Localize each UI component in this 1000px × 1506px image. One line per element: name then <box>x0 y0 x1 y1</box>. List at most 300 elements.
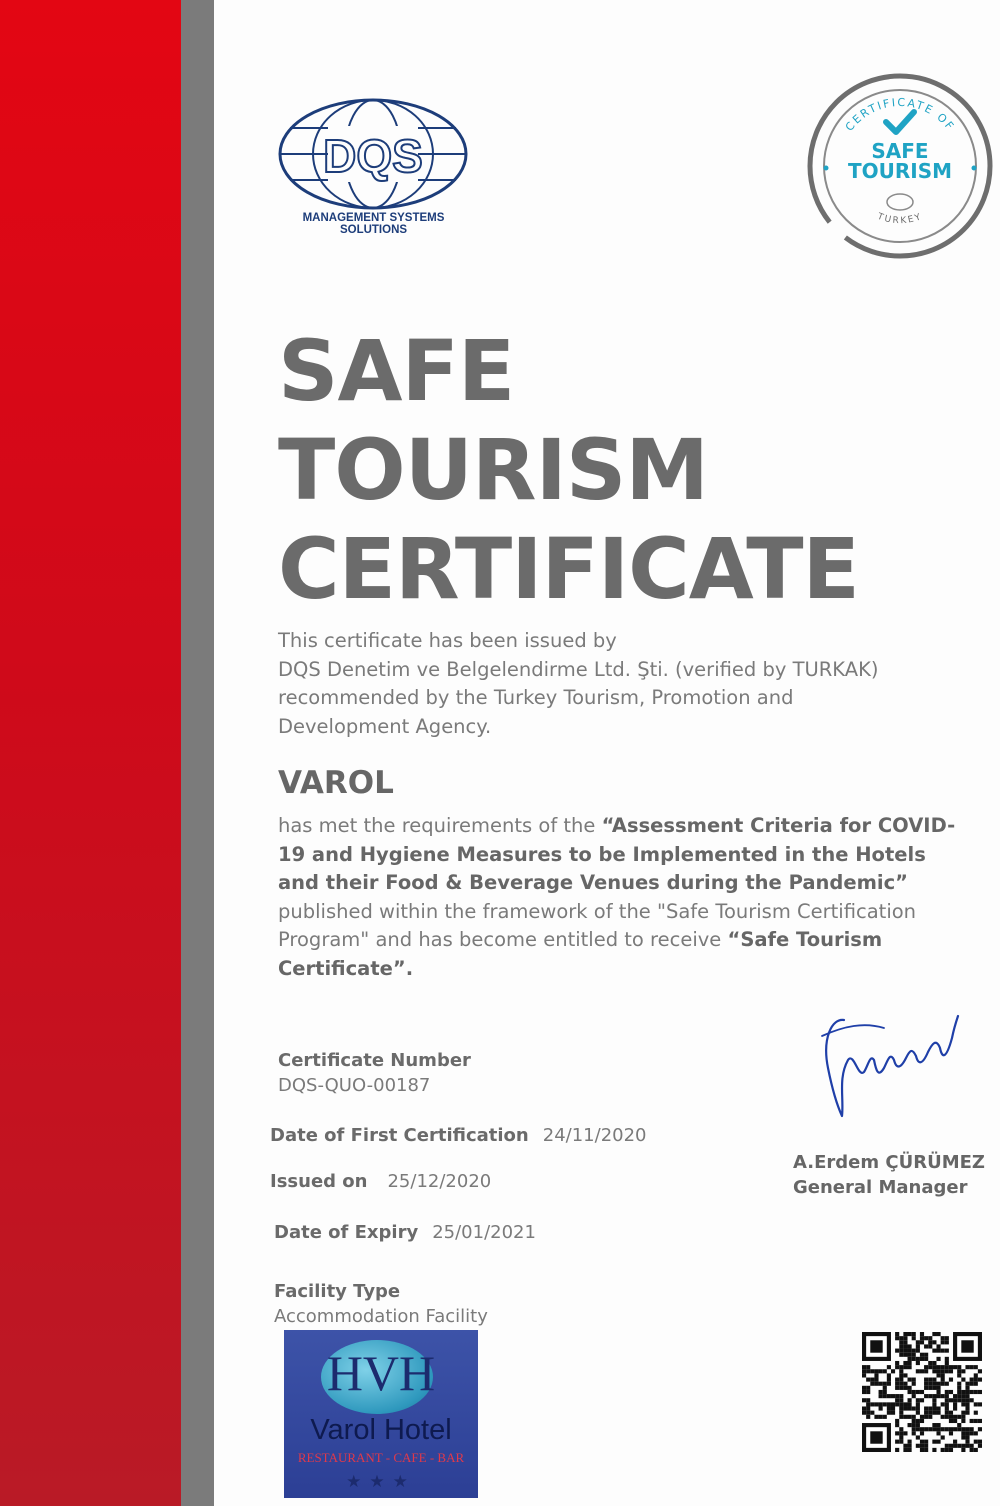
qr-module <box>866 1415 870 1419</box>
qr-module <box>891 1394 895 1398</box>
qr-module <box>932 1402 936 1406</box>
intro-line: recommended by the Turkey Tourism, Promotion and <box>278 686 794 709</box>
qr-module <box>945 1369 949 1373</box>
qr-module <box>899 1406 903 1410</box>
qr-module <box>862 1386 866 1390</box>
qr-module <box>916 1357 920 1361</box>
qr-module <box>924 1378 928 1382</box>
qr-module <box>970 1390 974 1394</box>
qr-module <box>916 1398 920 1402</box>
qr-module <box>945 1444 949 1448</box>
qr-module <box>949 1427 953 1431</box>
qr-module <box>928 1411 932 1415</box>
qr-module <box>908 1361 912 1365</box>
qr-module <box>899 1340 903 1344</box>
qr-module <box>974 1440 978 1444</box>
qr-module <box>974 1419 978 1423</box>
qr-module <box>941 1427 945 1431</box>
qr-module <box>908 1365 912 1369</box>
qr-module <box>978 1444 982 1448</box>
qr-module <box>924 1365 928 1369</box>
expiry-date: 25/01/2021 <box>432 1222 536 1243</box>
qr-module <box>920 1448 924 1452</box>
qr-module <box>941 1336 945 1340</box>
qr-module <box>957 1415 961 1419</box>
qr-module <box>945 1406 949 1410</box>
qr-module <box>908 1390 912 1394</box>
qr-module <box>932 1398 936 1402</box>
qr-module <box>957 1365 961 1369</box>
red-side-band <box>0 0 181 1506</box>
qr-module <box>941 1349 945 1353</box>
qr-module <box>961 1448 965 1452</box>
qr-module <box>941 1394 945 1398</box>
qr-module <box>895 1382 899 1386</box>
qr-module <box>932 1386 936 1390</box>
qr-module <box>924 1440 928 1444</box>
dqs-logo-caption: MANAGEMENT SYSTEMS SOLUTIONS <box>302 212 445 236</box>
qr-module <box>945 1365 949 1369</box>
qr-module <box>916 1344 920 1348</box>
qr-module <box>949 1390 953 1394</box>
signature <box>814 1008 964 1126</box>
qr-module <box>891 1411 895 1415</box>
qr-module <box>899 1415 903 1419</box>
qr-module <box>920 1427 924 1431</box>
qr-module <box>887 1402 891 1406</box>
qr-module <box>903 1340 907 1344</box>
qr-module <box>932 1427 936 1431</box>
qr-module <box>903 1332 907 1336</box>
qr-module <box>908 1402 912 1406</box>
qr-module <box>895 1378 899 1382</box>
facility-name: VAROL <box>278 765 394 801</box>
qr-module <box>941 1373 945 1377</box>
qr-module <box>874 1378 878 1382</box>
qr-module <box>920 1369 924 1373</box>
seal-tourism: TOURISM <box>847 159 953 183</box>
qr-module <box>887 1365 891 1369</box>
qr-module <box>974 1390 978 1394</box>
qr-module <box>866 1402 870 1406</box>
qr-module <box>912 1332 916 1336</box>
qr-module <box>870 1378 874 1382</box>
qr-module <box>978 1440 982 1444</box>
qr-module <box>916 1435 920 1439</box>
qr-module <box>903 1448 907 1452</box>
varol-hotel-logo <box>284 1330 478 1498</box>
qr-module <box>970 1398 974 1402</box>
qr-module <box>912 1357 916 1361</box>
qr-module <box>895 1365 899 1369</box>
qr-module <box>899 1411 903 1415</box>
qr-module <box>912 1353 916 1357</box>
dqs-logo-letters: DQS <box>323 130 423 182</box>
qr-module <box>924 1427 928 1431</box>
qr-module <box>924 1353 928 1357</box>
qr-module <box>916 1406 920 1410</box>
checkmark-icon <box>886 112 914 132</box>
qr-module <box>924 1394 928 1398</box>
qr-module <box>924 1444 928 1448</box>
qr-module <box>895 1448 899 1452</box>
qr-module <box>936 1344 940 1348</box>
qr-module <box>887 1406 891 1410</box>
qr-module <box>928 1386 932 1390</box>
qr-module <box>945 1361 949 1365</box>
qr-module <box>936 1373 940 1377</box>
qr-module <box>916 1411 920 1415</box>
qr-module <box>978 1419 982 1423</box>
qr-module <box>932 1382 936 1386</box>
certificate-number-label: Certificate Number <box>278 1050 471 1071</box>
qr-module <box>903 1431 907 1435</box>
qr-module <box>928 1427 932 1431</box>
issued-on-date: 25/12/2020 <box>387 1171 492 1192</box>
qr-module <box>965 1431 969 1435</box>
qr-module <box>895 1423 899 1427</box>
qr-module <box>866 1365 870 1369</box>
qr-module <box>949 1365 953 1369</box>
qr-module <box>965 1386 969 1390</box>
qr-module <box>961 1435 965 1439</box>
qr-module <box>970 1382 974 1386</box>
qr-module <box>957 1427 961 1431</box>
qr-module <box>974 1411 978 1415</box>
qr-module <box>945 1394 949 1398</box>
qr-module <box>920 1440 924 1444</box>
qr-module <box>936 1406 940 1410</box>
qr-module <box>928 1406 932 1410</box>
qr-module <box>932 1349 936 1353</box>
qr-module <box>957 1423 961 1427</box>
qr-module <box>920 1444 924 1448</box>
qr-module <box>908 1406 912 1410</box>
qr-module <box>883 1415 887 1419</box>
qr-module <box>932 1378 936 1382</box>
qr-module <box>874 1415 878 1419</box>
qr-module <box>932 1332 936 1336</box>
qr-module <box>874 1382 878 1386</box>
qr-module <box>928 1361 932 1365</box>
qr-module <box>912 1431 916 1435</box>
qr-module <box>903 1444 907 1448</box>
qr-module <box>883 1382 887 1386</box>
qr-module <box>903 1365 907 1369</box>
qr-module <box>903 1406 907 1410</box>
qr-module <box>903 1386 907 1390</box>
qr-module <box>899 1382 903 1386</box>
qr-module <box>965 1365 969 1369</box>
qr-module <box>936 1394 940 1398</box>
qr-module <box>899 1336 903 1340</box>
qr-module <box>895 1336 899 1340</box>
qr-module <box>945 1448 949 1452</box>
first-certification-date: 24/11/2020 <box>542 1125 647 1146</box>
qr-module <box>895 1419 899 1423</box>
qr-module <box>895 1394 899 1398</box>
qr-module <box>949 1411 953 1415</box>
qr-module <box>957 1373 961 1377</box>
qr-module <box>895 1440 899 1444</box>
qr-module <box>899 1344 903 1348</box>
assessment-criteria: “Assessment Criteria for COVID-19 and Hygiene Measures to be Implemented in the Hotels and their Food & Beverage Venues during the Pandemic” <box>278 814 956 894</box>
qr-module <box>908 1423 912 1427</box>
qr-module <box>928 1365 932 1369</box>
qr-module <box>936 1423 940 1427</box>
statement-part-2: published within the framework of the "Safe Tourism Certification Program" and has become entitled to receive <box>278 899 917 951</box>
qr-module <box>895 1349 899 1353</box>
seal-arc-top: CERTIFICATE OF <box>842 95 958 134</box>
qr-module <box>970 1365 974 1369</box>
qr-module <box>912 1382 916 1386</box>
qr-module <box>924 1448 928 1452</box>
qr-module <box>961 1402 965 1406</box>
qr-module <box>916 1427 920 1431</box>
qr-module <box>949 1415 953 1419</box>
headline-line-1: SAFE <box>278 322 515 420</box>
issuer-paragraph <box>278 627 958 741</box>
qr-module <box>866 1398 870 1402</box>
qr-module <box>932 1340 936 1344</box>
qr-module <box>887 1382 891 1386</box>
qr-module <box>862 1373 866 1377</box>
certificate-number: DQS-QUO-00187 <box>278 1075 431 1096</box>
qr-module <box>899 1378 903 1382</box>
qr-module <box>928 1336 932 1340</box>
qr-module <box>912 1349 916 1353</box>
headline-line-3: CERTIFICATE <box>278 520 859 618</box>
qr-module <box>908 1415 912 1419</box>
intro-line: This certificate has been issued by <box>278 629 617 652</box>
qr-module <box>953 1365 957 1369</box>
qr-module <box>924 1357 928 1361</box>
qr-module <box>978 1390 982 1394</box>
qr-module <box>903 1349 907 1353</box>
qr-module <box>957 1444 961 1448</box>
qr-module <box>957 1398 961 1402</box>
qr-module <box>961 1369 965 1373</box>
certificate-name: “Safe Tourism Certificate”. <box>278 928 883 980</box>
qr-module <box>978 1369 982 1373</box>
qr-module <box>883 1390 887 1394</box>
qr-module <box>862 1398 866 1402</box>
qr-module <box>945 1398 949 1402</box>
qr-module <box>908 1353 912 1357</box>
qr-module <box>961 1390 965 1394</box>
qr-module <box>941 1402 945 1406</box>
qr-module <box>965 1444 969 1448</box>
qr-module <box>949 1444 953 1448</box>
qr-module <box>908 1398 912 1402</box>
qr-module <box>920 1340 924 1344</box>
qr-module <box>932 1365 936 1369</box>
qr-module <box>879 1406 883 1410</box>
qr-module <box>866 1406 870 1410</box>
qr-module <box>936 1369 940 1373</box>
qr-module <box>908 1378 912 1382</box>
qr-module <box>928 1340 932 1344</box>
qr-module <box>908 1357 912 1361</box>
qr-module <box>883 1394 887 1398</box>
qr-module <box>916 1369 920 1373</box>
qr-module <box>862 1365 866 1369</box>
qr-module <box>965 1402 969 1406</box>
gray-side-band <box>181 0 214 1506</box>
qr-module <box>974 1448 978 1452</box>
certificate-headline <box>278 322 859 619</box>
qr-module <box>920 1398 924 1402</box>
qr-module <box>912 1394 916 1398</box>
qr-module <box>903 1353 907 1357</box>
qr-module <box>961 1394 965 1398</box>
qr-module <box>870 1402 874 1406</box>
qr-module <box>920 1357 924 1361</box>
qr-module <box>899 1394 903 1398</box>
qr-module <box>912 1427 916 1431</box>
qr-module <box>957 1394 961 1398</box>
qr-module <box>941 1382 945 1386</box>
qr-module <box>899 1435 903 1439</box>
qr-module <box>908 1386 912 1390</box>
qr-module <box>949 1419 953 1423</box>
qr-module <box>949 1448 953 1452</box>
qr-module <box>899 1365 903 1369</box>
hotel-logo-stars: ★★★ <box>346 1472 416 1492</box>
qr-module <box>870 1411 874 1415</box>
statement-part-1: has met the requirements of the <box>278 814 602 837</box>
qr-module <box>916 1419 920 1423</box>
qr-module <box>899 1369 903 1373</box>
requirements-statement <box>278 812 968 983</box>
qr-module <box>912 1390 916 1394</box>
qr-module <box>862 1369 866 1373</box>
qr-module <box>936 1357 940 1361</box>
qr-module <box>936 1440 940 1444</box>
qr-module <box>908 1448 912 1452</box>
qr-module <box>899 1386 903 1390</box>
qr-module <box>895 1398 899 1402</box>
expiry-label: Date of Expiry <box>274 1222 419 1243</box>
qr-module <box>899 1398 903 1402</box>
qr-module <box>879 1390 883 1394</box>
qr-module <box>912 1378 916 1382</box>
qr-code[interactable] <box>862 1332 982 1452</box>
qr-module <box>891 1369 895 1373</box>
qr-module <box>949 1378 953 1382</box>
qr-module <box>965 1390 969 1394</box>
qr-module <box>879 1415 883 1419</box>
qr-module <box>961 1444 965 1448</box>
qr-module <box>874 1373 878 1377</box>
qr-module <box>862 1390 866 1394</box>
qr-module <box>953 1398 957 1402</box>
qr-module <box>866 1411 870 1415</box>
qr-module <box>974 1382 978 1386</box>
qr-module <box>908 1440 912 1444</box>
qr-module <box>941 1369 945 1373</box>
qr-module <box>953 1394 957 1398</box>
signer-block <box>793 1150 985 1200</box>
qr-module <box>866 1369 870 1373</box>
qr-module <box>936 1382 940 1386</box>
qr-module <box>879 1369 883 1373</box>
qr-module <box>916 1390 920 1394</box>
qr-module <box>916 1361 920 1365</box>
qr-module <box>928 1415 932 1419</box>
qr-module <box>945 1382 949 1386</box>
qr-module <box>903 1402 907 1406</box>
qr-module <box>895 1332 899 1336</box>
qr-module <box>887 1373 891 1377</box>
qr-module <box>965 1411 969 1415</box>
qr-module <box>924 1382 928 1386</box>
qr-module <box>945 1336 949 1340</box>
qr-module <box>978 1378 982 1382</box>
qr-module <box>970 1444 974 1448</box>
qr-module <box>883 1386 887 1390</box>
qr-module <box>912 1415 916 1419</box>
qr-module <box>945 1357 949 1361</box>
qr-module <box>936 1411 940 1415</box>
qr-module <box>965 1382 969 1386</box>
qr-module <box>953 1402 957 1406</box>
qr-module <box>961 1427 965 1431</box>
qr-module <box>957 1386 961 1390</box>
intro-line: Development Agency. <box>278 714 492 738</box>
qr-module <box>936 1390 940 1394</box>
qr-module <box>928 1344 932 1348</box>
qr-module <box>916 1423 920 1427</box>
qr-module <box>970 1378 974 1382</box>
qr-module <box>949 1398 953 1402</box>
qr-module <box>945 1402 949 1406</box>
qr-module <box>920 1353 924 1357</box>
qr-module <box>945 1415 949 1419</box>
issued-on-label: Issued on <box>270 1171 368 1192</box>
seal-safe: SAFE <box>871 139 929 163</box>
headline-line-2: TOURISM <box>278 421 708 519</box>
qr-module <box>912 1336 916 1340</box>
qr-module <box>932 1411 936 1415</box>
qr-module <box>903 1373 907 1377</box>
qr-module <box>924 1336 928 1340</box>
qr-module <box>899 1373 903 1377</box>
qr-module <box>887 1378 891 1382</box>
qr-module <box>953 1415 957 1419</box>
qr-module <box>899 1427 903 1431</box>
qr-module <box>974 1373 978 1377</box>
qr-module <box>941 1365 945 1369</box>
qr-module <box>862 1406 866 1410</box>
qr-module <box>932 1369 936 1373</box>
facility-type-label: Facility Type <box>274 1281 401 1302</box>
qr-module <box>974 1378 978 1382</box>
qr-module <box>920 1332 924 1336</box>
qr-finder-pattern <box>870 1340 882 1352</box>
qr-module <box>870 1382 874 1386</box>
facility-type: Accommodation Facility <box>274 1306 488 1327</box>
qr-module <box>936 1431 940 1435</box>
qr-module <box>912 1419 916 1423</box>
qr-module <box>924 1411 928 1415</box>
qr-module <box>903 1415 907 1419</box>
qr-module <box>945 1427 949 1431</box>
qr-module <box>916 1349 920 1353</box>
seal-arc-bottom: TURKEY <box>875 211 925 227</box>
qr-module <box>970 1448 974 1452</box>
qr-module <box>920 1431 924 1435</box>
